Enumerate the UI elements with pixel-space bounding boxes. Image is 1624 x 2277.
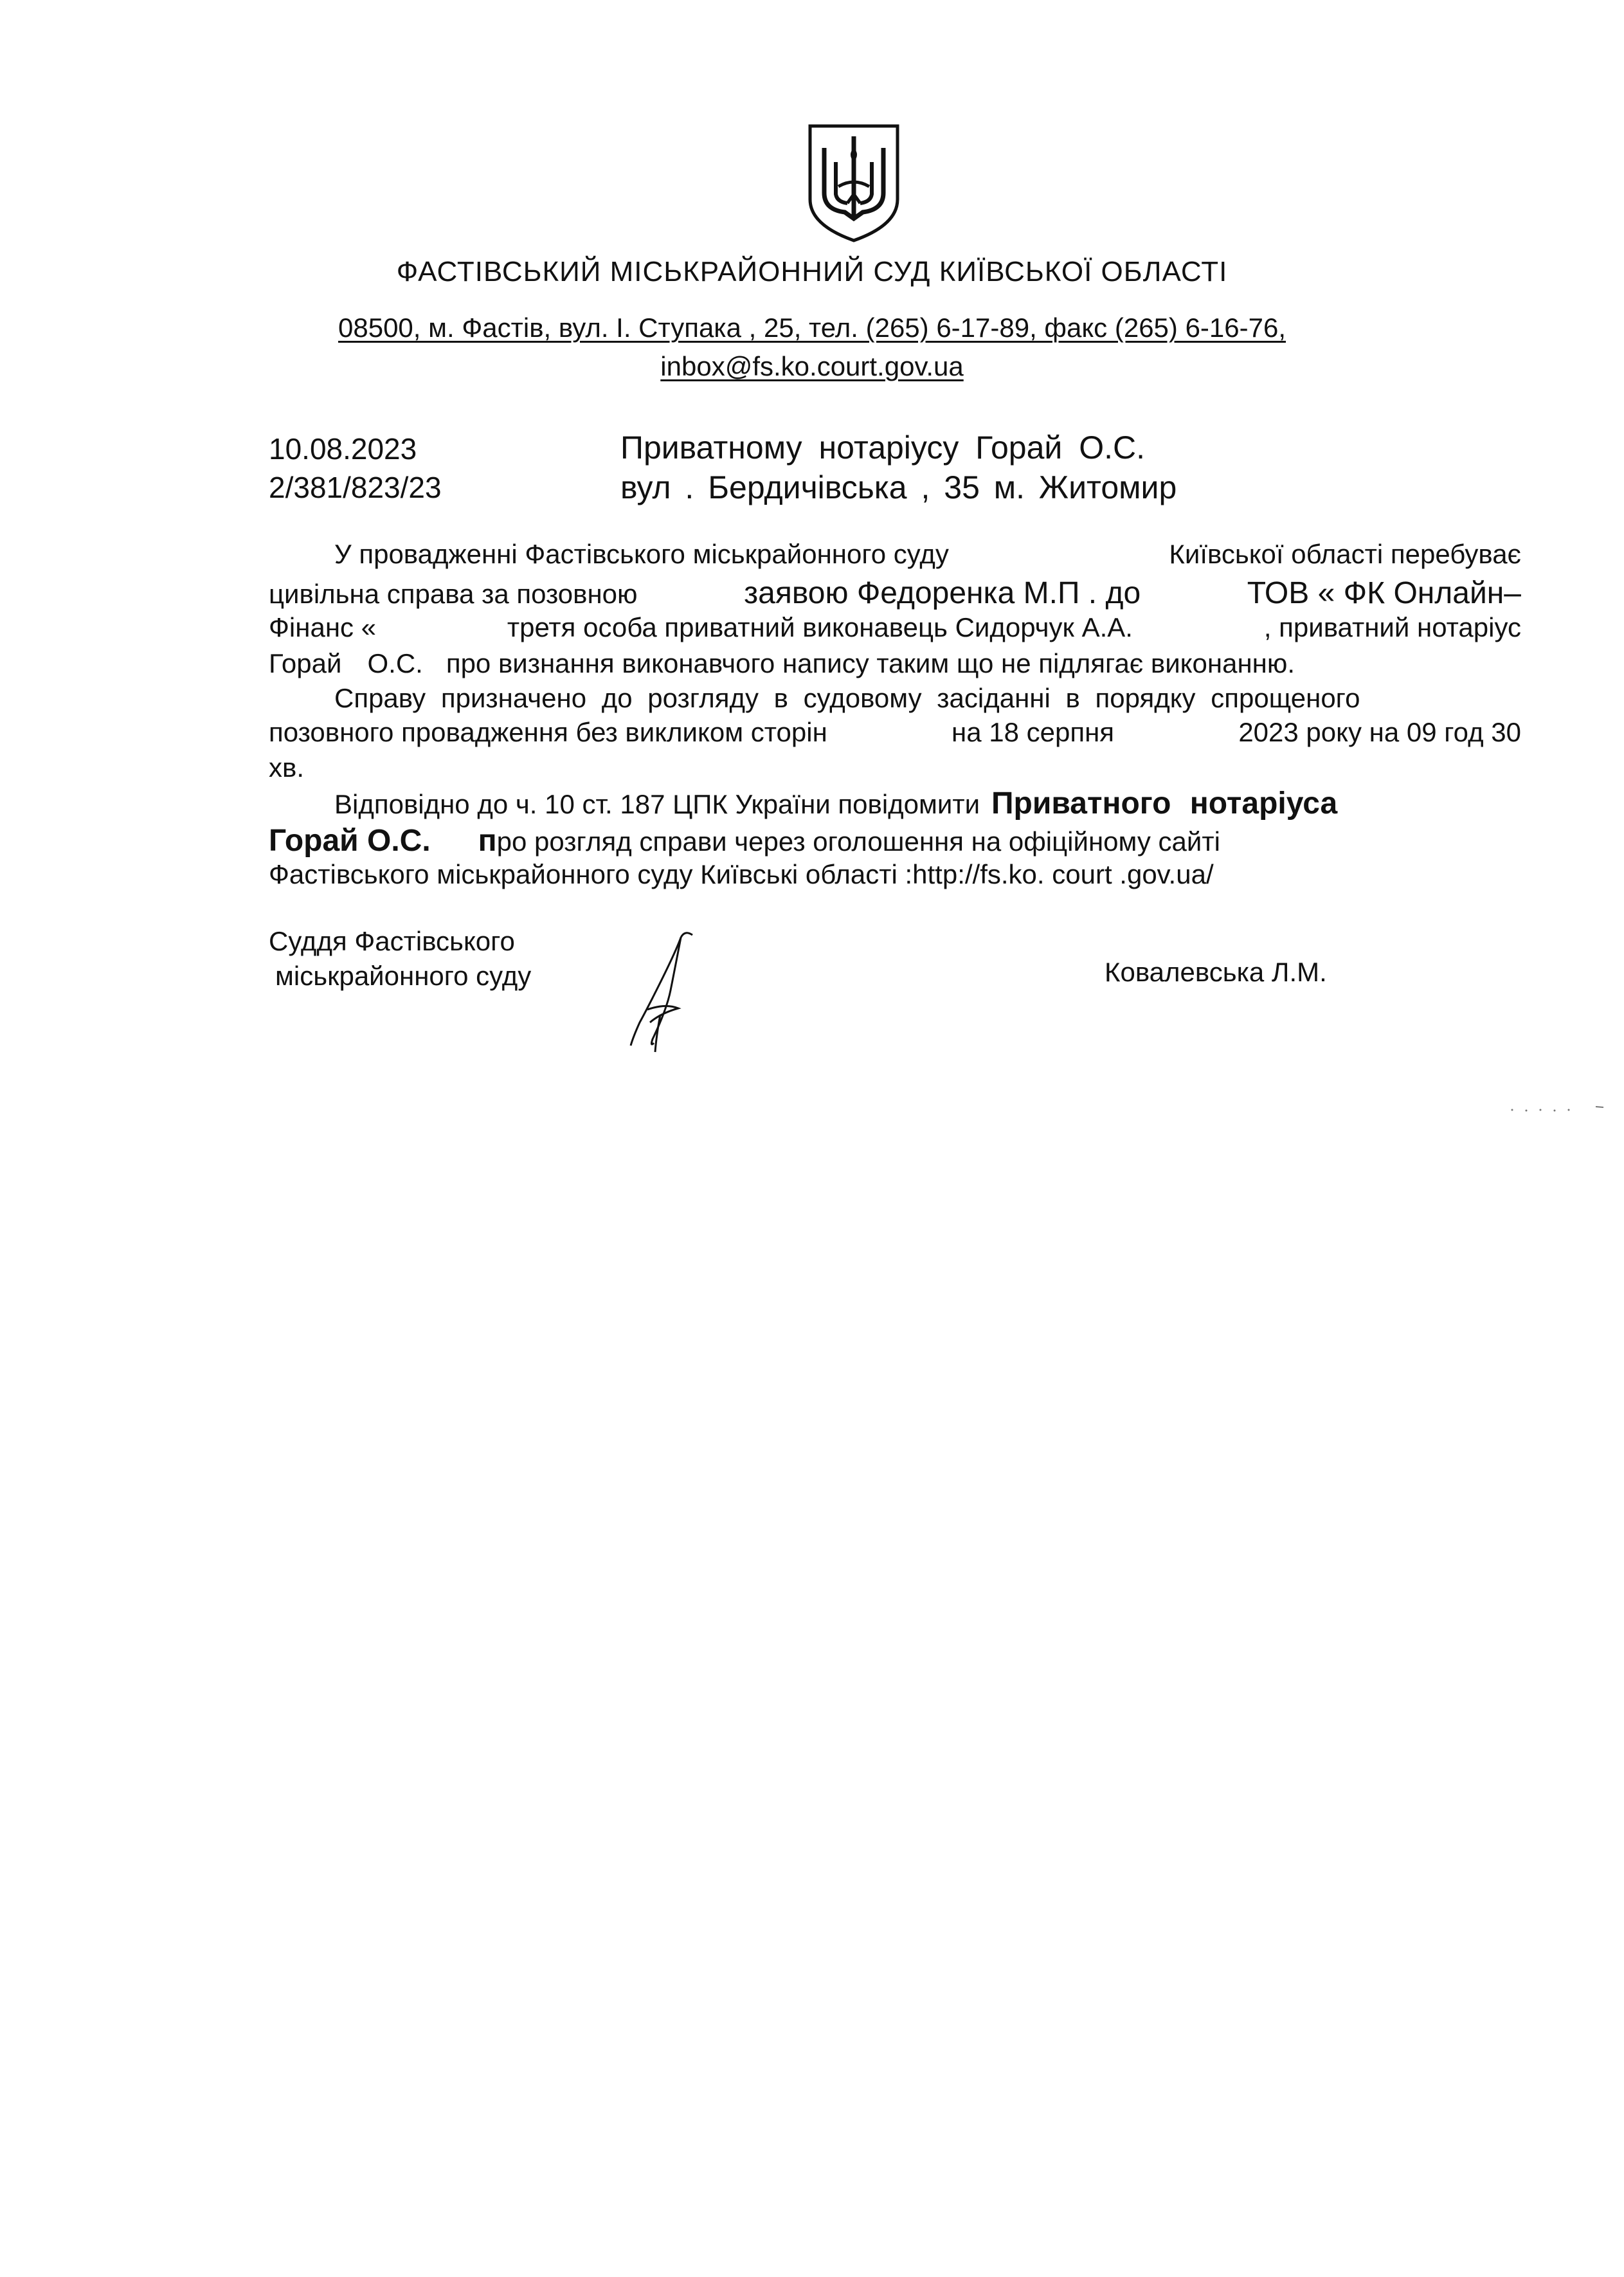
body-line: Відповідно до ч. 10 ст. 187 ЦПК України повідомити Приватного нотаріуса bbox=[334, 786, 1338, 821]
body-line: Справу призначено до розгляду в судовому засіданні в порядку спрощеного bbox=[334, 683, 1360, 713]
case-number: 2/381/823/23 bbox=[269, 471, 442, 504]
body-line: У провадженні Фастівського міськрайонного суду Київської області перебуває bbox=[334, 539, 1521, 569]
scan-specks-icon bbox=[1510, 1103, 1606, 1116]
body-line: Горай О.С. про визнання виконавчого напису таким що не підлягає виконанню. bbox=[269, 648, 1295, 678]
addressee-name: Приватному нотаріусу Горай О.С. bbox=[620, 430, 1146, 466]
court-address-line: 08500, м. Фастів, вул. І. Ступака , 25, тел. (265) 6-17-89, факс (265) 6-16-76, bbox=[338, 313, 1286, 343]
handwritten-signature-icon bbox=[614, 926, 710, 1055]
body-line: Горай О.С. п ро розгляд справи через оголошення на офіційному сайті bbox=[269, 824, 1220, 858]
body-line: Фінанс « третя особа приватний виконавець Сидорчук А.А. , приватний нотаріус bbox=[269, 612, 1521, 642]
signature-title-line2: міськрайонного суду bbox=[275, 961, 532, 991]
body-line: позовного провадження без викликом сторін на 18 серпня 2023 року на 09 год 30 bbox=[269, 717, 1521, 747]
body-line: хв. bbox=[269, 752, 304, 783]
letter-date: 10.08.2023 bbox=[269, 432, 417, 466]
body-line bbox=[269, 859, 1521, 890]
addressee-address: вул . Бердичівська , 35 м. Житомир bbox=[620, 469, 1177, 505]
court-email-link[interactable]: inbox@fs.ko.court.gov.ua bbox=[660, 351, 964, 381]
signature-title-line1: Суддя Фастівського bbox=[269, 926, 515, 956]
court-address bbox=[0, 309, 1624, 386]
court-website-link[interactable]: Фастівського міськрайонного суду Київські області :http://fs.ko. court .gov.ua/ bbox=[269, 859, 1214, 889]
judge-name: Ковалевська Л.М. bbox=[1105, 957, 1327, 987]
court-name: ФАСТІВСЬКИЙ МІСЬКРАЙОННИЙ СУД КИЇВСЬКОЇ ОБЛАСТІ bbox=[396, 256, 1228, 287]
body-line: цивільна справа за позовною заявою Федоренка М.П . до ТОВ « ФК Онлайн– bbox=[269, 576, 1521, 610]
trident-coat-of-arms-icon bbox=[806, 122, 901, 244]
